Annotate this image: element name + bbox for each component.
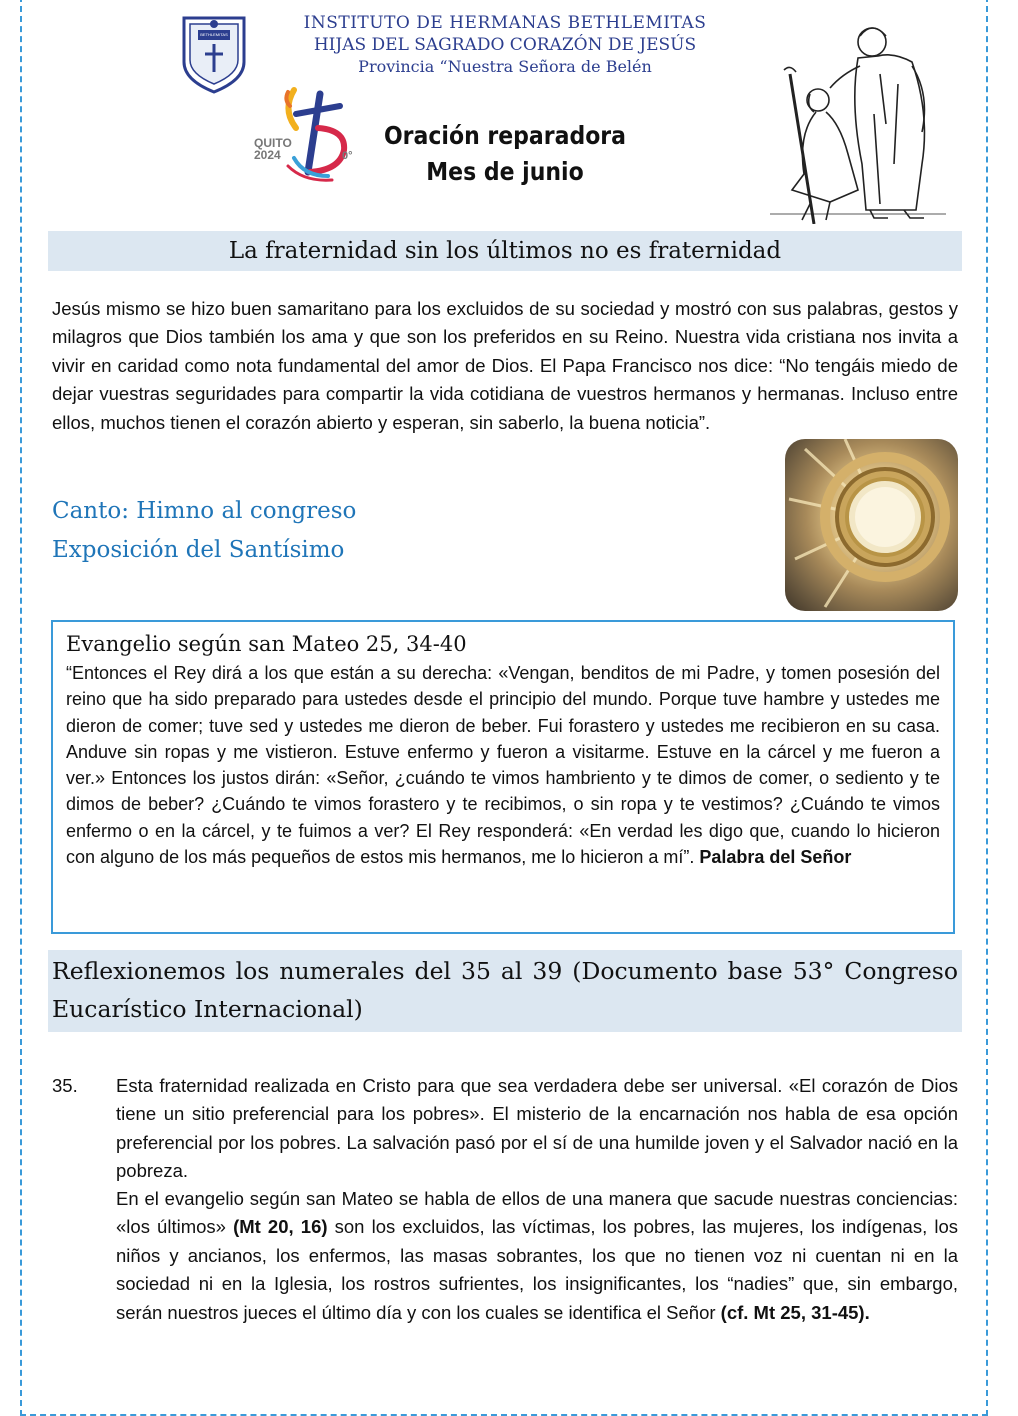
page-title — [351, 118, 659, 190]
section-banner — [48, 231, 962, 271]
institute-line3: Provincia “Nuestra Señora de Belén — [358, 57, 652, 76]
gospel-title: Evangelio según san Mateo 25, 34-40 — [66, 632, 467, 656]
congress-logo — [248, 84, 368, 184]
song-heading: Canto: Himno al congreso — [52, 498, 357, 524]
congress-year: 2024 — [254, 148, 281, 162]
institute-header — [250, 12, 760, 78]
item35-text-b: son los excluidos, las víctimas, los pobres, las mujeres, los indígenas, los niños y ancianos, los enfermos, las masas sobrantes, los que no tienen voz ni cuentan ni en la sociedad ni en la Iglesia, los rostros sufrientes, los insignificantes, los “nadies” que, sin embargo, serán nuestros jueces el último día y con los cuales se identifica el Señor — [116, 1216, 958, 1323]
item35-ref2: (cf. Mt 25, 31-45). — [720, 1301, 870, 1323]
item35-paragraph2 — [116, 1185, 958, 1327]
institute-line2: HIJAS DEL SAGRADO CORAZÓN DE JESÚS — [313, 35, 697, 55]
monstrance-image — [785, 439, 958, 611]
exposition-heading: Exposición del Santísimo — [52, 537, 345, 563]
congress-city: QUITO — [254, 136, 292, 150]
congress-number: 0° — [342, 150, 353, 162]
item35-ref1: (Mt 20, 16) — [233, 1216, 328, 1238]
item35-paragraph1: Esta fraternidad realizada en Cristo para que sea verdadera debe ser universal. «El corazón de Dios tiene un sitio preferencial para los pobres». El misterio de la encarnación nos habla de esa opción preferencial por los pobres. La salvación pasó por el sí de una humilde joven y el Salvador nació en la pobreza. — [116, 1075, 958, 1182]
crest-logo — [178, 10, 250, 94]
gospel-closing: Palabra del Señor — [699, 847, 852, 868]
crest-text: BETHLEMITAS — [200, 32, 228, 37]
title-line2: Mes de junio — [426, 157, 584, 186]
jesus-healing-illustration — [770, 14, 946, 224]
gospel-box — [51, 620, 955, 934]
item-number: 35. — [52, 1075, 78, 1096]
reflection-title: Reflexionemos los numerales del 35 al 39 (Documento base 53° Congreso Eucarístico Internacional) — [52, 957, 958, 1023]
section-title: La fraternidad sin los últimos no es fraternidad — [228, 238, 782, 264]
gospel-body: “Entonces el Rey dirá a los que están a su derecha: «Vengan, benditos de mi Padre, y tomen posesión del reino que ha sido preparado para ustedes desde el principio del mundo. Porque tuve hambre y ustedes me dieron de comer; tuve sed y ustedes me dieron de beber. Fui forastero y ustedes me recibieron en su casa. Anduve sin ropas y me vistieron. Estuve enfermo y fueron a visitarme. Estuve en la cárcel y me fueron a ver.» Entonces los justos dirán: «Señor, ¿cuándo te vimos hambriento y te dimos de comer, o sediento y te dimos de beber? ¿Cuándo te vimos forastero y te recibimos, o sin ropa y te vestimos? ¿Cuándo te vimos enfermo o en la cárcel, y te fuimos a ver? El Rey responderá: «En verdad les digo que, cuando lo hicieron con alguno de los más pequeños de estos mis hermanos, me lo hicieron a mí”. — [66, 663, 940, 868]
item35-text-a: En el evangelio según san Mateo se habla de ellos de una manera que sacude nuestras conciencias: «los últimos» — [116, 1188, 958, 1238]
intro-paragraph: Jesús mismo se hizo buen samaritano para los excluidos de su sociedad y mostró con sus palabras, gestos y milagros que Dios también los ama y que son los preferidos en su Reino. Nuestra vida cristiana nos invita a vivir en caridad como nota fundamental del amor de Dios. El Papa Francisco nos dice: “No tengáis miedo de dejar vuestras seguridades para compartir la vida cotidiana de vuestros hermanos y hermanas. Incluso entre ellos, muchos tienen el corazón abierto y esperan, sin saberlo, la buena noticia”. — [52, 298, 958, 433]
institute-line1: INSTITUTO DE HERMANAS BETHLEMITAS — [303, 13, 707, 33]
reflection-banner — [48, 950, 962, 1032]
gospel-text — [66, 660, 940, 870]
title-line1: Oración reparadora — [383, 121, 627, 150]
